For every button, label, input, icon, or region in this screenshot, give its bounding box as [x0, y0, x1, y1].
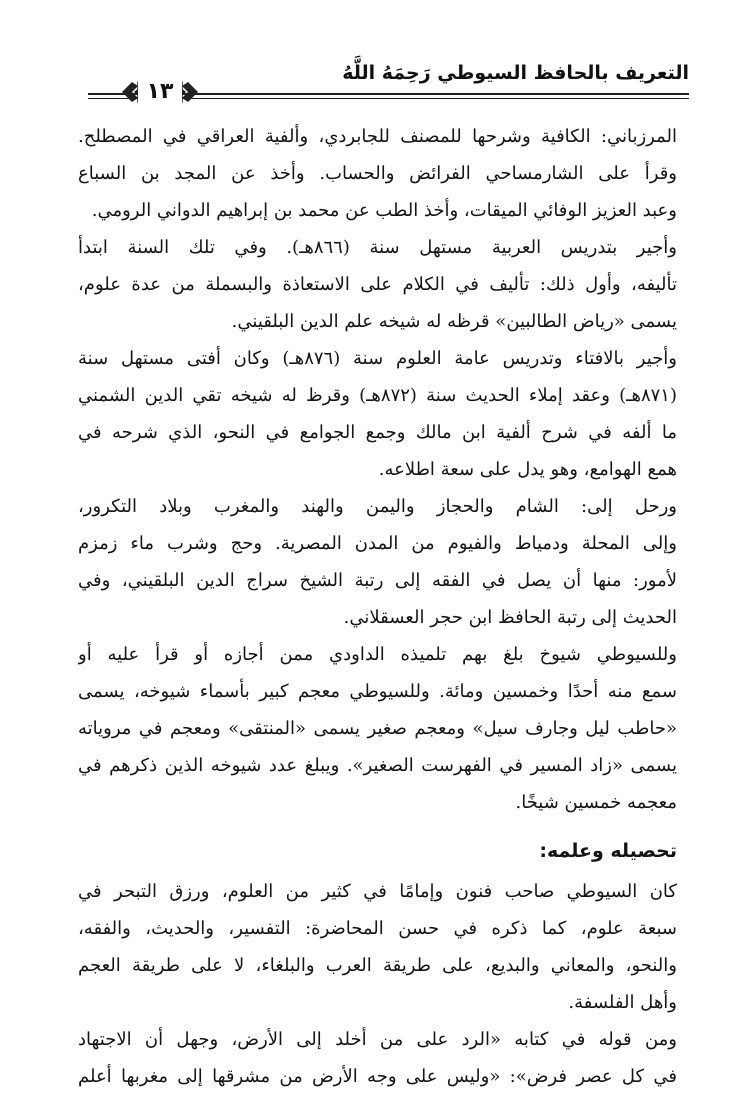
- text-line: وعبد العزيز الوفائي الميقات، وأخذ الطب عن محمد بن إبراهيم الدواني الرومي.: [91, 200, 677, 221]
- text-line: (٨٧١هـ) وعقد إملاء الحديث سنة (٨٧٢هـ) وقرظ له شيخه تقي الدين الشمني: [78, 385, 677, 406]
- text-line: يسمى «رياض الطالبين» قرظه له شيخه علم الدين البلقيني.: [231, 311, 677, 332]
- text-line: سمع منه أحدًا وخمسين ومائة. وللسيوطي معجم كبير بأسماء شيوخه، يسمى: [78, 681, 677, 702]
- text-line: والنحو، والمعاني والبديع، على طريقة العرب والبلغاء، لا على طريقة العجم: [78, 955, 677, 976]
- text-line: وأجير بتدريس العربية مستهل سنة (٨٦٦هـ). وفي تلك السنة ابتدأ: [78, 237, 677, 258]
- running-title: التعريف بالحافظ السيوطي رَحِمَهُ اللَّهُ: [342, 62, 689, 84]
- paragraph-fatwa: [78, 340, 677, 488]
- text-line: يسمى «زاد المسير في الفهرست الصغير». ويبلغ عدد شيوخه الذين ذكرهم في: [78, 755, 677, 776]
- text-line: ومن قوله في كتابه «الرد على من أخلد إلى الأرض، وجهل أن الاجتهاد: [78, 1029, 677, 1050]
- paragraph-teachers: [78, 118, 677, 229]
- text-line: ورحل إلى: الشام والحجاز واليمن والهند والمغرب وبلاد التكرور،: [78, 496, 677, 517]
- paragraph-arabic-teaching: [78, 229, 677, 340]
- text-line: وأجير بالافتاء وتدريس عامة العلوم سنة (٨٧٦هـ) وكان أفتى مستهل سنة: [78, 348, 677, 369]
- text-line: ما ألفه في شرح ألفية ابن مالك وجمع الجوامع في النحو، الذي شرحه في: [78, 422, 677, 443]
- text-line: في كل عصر فرض»: «وليس على وجه الأرض من مشرقها إلى مغربها أعلم: [78, 1066, 677, 1087]
- text-line: المرزباني: الكافية وشرحها للمصنف للجابردي، وألفية العراقي في المصطلح.: [78, 126, 677, 147]
- paragraph-shuyukh: [78, 636, 677, 821]
- text-line: وقرأ على الشارمساحي الفرائض والحساب. وأخذ عن المجد بن السباع: [78, 163, 677, 184]
- text-line: همع الهوامع، وهو يدل على سعة اطلاعه.: [378, 459, 677, 480]
- paragraph-travels: [78, 488, 677, 636]
- page-number: ١٣: [138, 76, 182, 108]
- text-line: سبعة علوم، كما ذكره في حسن المحاضرة: التفسير، والحديث، والفقه،: [78, 918, 677, 939]
- text-line: وأهل الفلسفة.: [568, 992, 677, 1013]
- text-line: الحديث إلى رتبة الحافظ ابن حجر العسقلاني.: [343, 607, 677, 628]
- paragraph-ijtihad-quote: [78, 1021, 677, 1095]
- page-body: [78, 118, 677, 1095]
- section-heading: تحصيله وعلمه:: [539, 840, 677, 862]
- text-line: وإلى المحلة ودمياط والفيوم من المدن المصرية. وحج وشرب ماء زمزم: [78, 533, 677, 554]
- page-number-ornament: [118, 76, 202, 108]
- text-line: لأمور: منها أن يصل في الفقه إلى رتبة الشيخ سراج الدين البلقيني، وفي: [78, 570, 677, 591]
- text-line: كان السيوطي صاحب فنون وإمامًا في كثير من العلوم، ورزق التبحر في: [78, 881, 677, 902]
- paragraph-sciences: [78, 873, 677, 1021]
- text-line: معجمه خمسين شيخًا.: [515, 792, 677, 813]
- text-line: «حاطب ليل وجارف سيل» ومعجم صغير يسمى «المنتقى» ومعجم في مروياته: [78, 718, 677, 739]
- text-line: تأليفه، وأول ذلك: تأليف في الكلام على الاستعاذة والبسملة من عدة علوم،: [78, 274, 677, 295]
- text-line: وللسيوطي شيوخ بلغ بهم تلميذه الداودي ممن أجازه أو قرأ عليه أو: [78, 644, 677, 665]
